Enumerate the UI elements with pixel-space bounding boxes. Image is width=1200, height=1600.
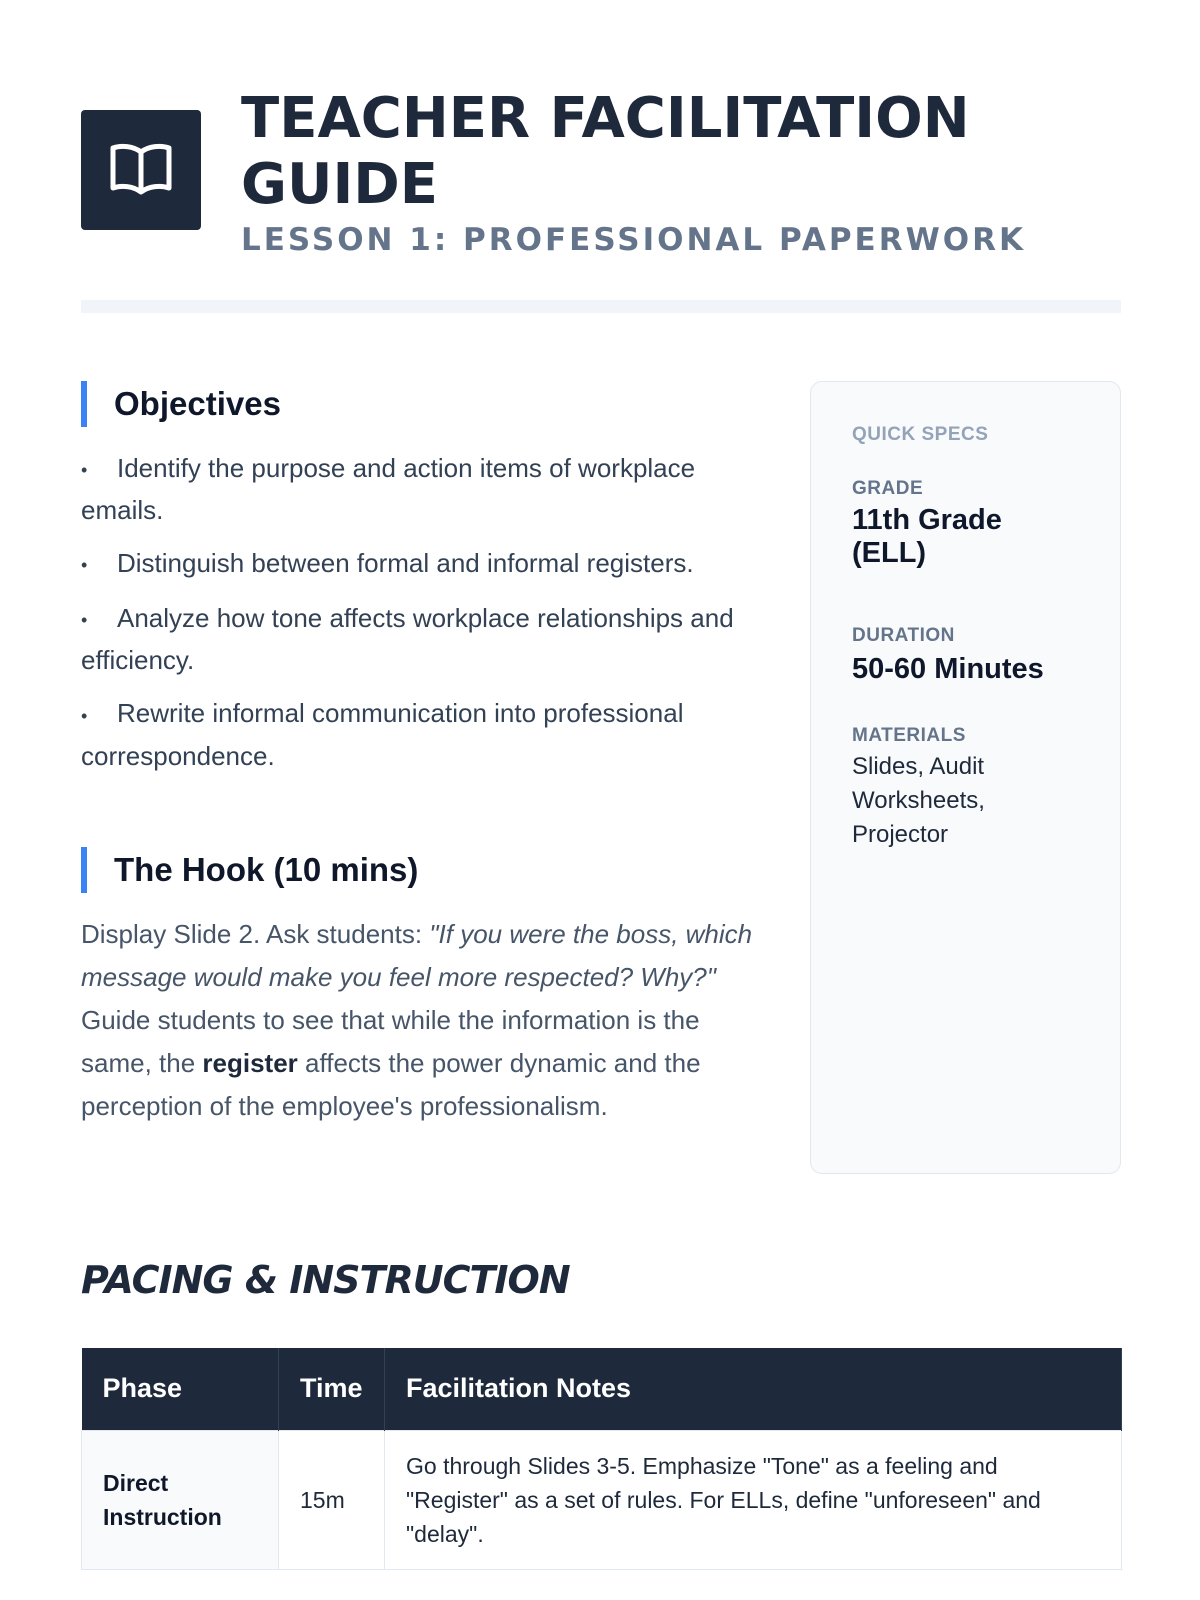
duration-label: DURATION: [852, 625, 955, 646]
grade-value: 11th Grade (ELL): [852, 504, 1002, 569]
title-line-2: GUIDE: [241, 152, 439, 217]
list-item: [81, 598, 761, 680]
header-divider: [81, 300, 1121, 313]
column-header-notes: Facilitation Notes: [385, 1348, 1122, 1430]
hook-text-2: affects the power dynamic and the perception of the employee's professionalism.: [81, 1048, 701, 1121]
grade-label: GRADE: [852, 478, 924, 499]
pacing-table: [81, 1348, 1122, 1570]
table-row: [82, 1430, 1122, 1569]
materials-label: MATERIALS: [852, 725, 966, 746]
objective-text: Identify the purpose and action items of workplace emails.: [81, 453, 696, 526]
table-header-row: [82, 1348, 1122, 1430]
logo: [81, 110, 201, 230]
hook-heading: The Hook (10 mins): [81, 847, 418, 893]
column-header-phase: Phase: [82, 1348, 279, 1430]
objective-text: Rewrite informal communication into professional correspondence.: [81, 698, 684, 771]
bullet: •: [81, 460, 88, 481]
quick-specs-card: [810, 381, 1121, 1174]
title-line-1: TEACHER FACILITATION: [241, 86, 970, 151]
hook-text-1: Guide students to see that while the information is the same, the: [81, 1005, 700, 1078]
list-item: [81, 448, 761, 530]
phase-cell: Direct Instruction: [82, 1430, 279, 1569]
hook-bold-term: register: [202, 1048, 298, 1078]
book-open-icon: [109, 140, 173, 200]
materials-value: Slides, Audit Worksheets, Projector: [852, 753, 985, 848]
list-item: [81, 693, 761, 775]
time-cell: 15m: [279, 1430, 385, 1569]
objectives-heading: Objectives: [81, 381, 281, 427]
bullet: •: [81, 555, 88, 576]
list-item: [81, 543, 761, 585]
column-header-time: Time: [279, 1348, 385, 1430]
objective-text: Distinguish between formal and informal registers.: [117, 548, 694, 579]
lesson-subtitle: LESSON 1: PROFESSIONAL PAPERWORK: [241, 222, 1027, 258]
objective-text: Analyze how tone affects workplace relationships and efficiency.: [81, 603, 734, 676]
hook-intro: Display Slide 2. Ask students:: [81, 919, 423, 949]
quick-specs-title: QUICK SPECS: [852, 424, 989, 445]
notes-cell: Go through Slides 3-5. Emphasize "Tone" as a feeling and "Register" as a set of rules. For ELLs, define "unforeseen" and "delay".: [385, 1430, 1122, 1569]
hook-quote: "If you were the boss, which message would make you feel more respected? Why?": [81, 919, 753, 992]
bullet: •: [81, 705, 88, 726]
page-title: [241, 86, 1121, 218]
objectives-list: [81, 448, 761, 789]
bullet: •: [81, 610, 88, 631]
hook-paragraph: [81, 913, 761, 1128]
duration-value: 50-60 Minutes: [852, 653, 1044, 685]
pacing-heading: PACING & INSTRUCTION: [81, 1258, 570, 1302]
page-header: [81, 86, 1121, 266]
